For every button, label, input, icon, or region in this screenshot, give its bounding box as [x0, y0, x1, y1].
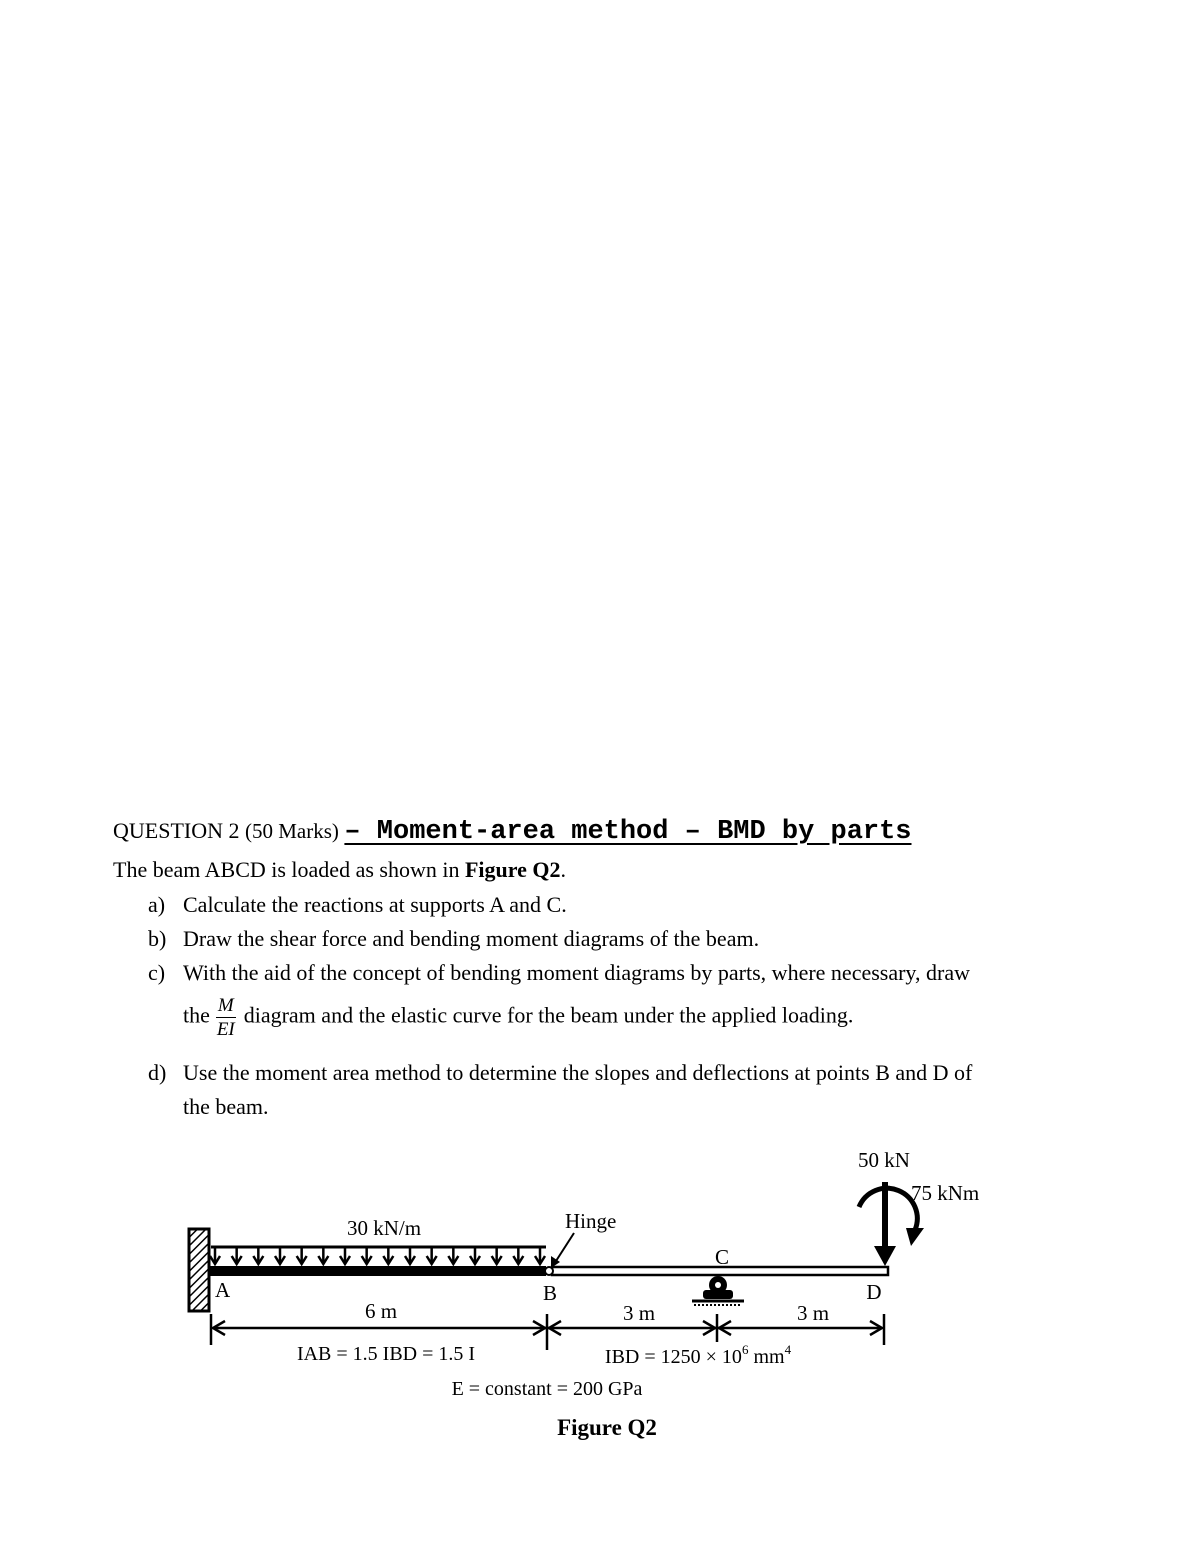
point-load-label: 50 kN — [858, 1148, 910, 1172]
point-b-label: B — [542, 1281, 558, 1305]
point-load-arrow — [874, 1182, 896, 1266]
figure-reference: Figure Q2 — [464, 857, 561, 882]
question-header — [113, 815, 1103, 848]
question-marks: (50 Marks) — [245, 819, 339, 843]
part-c-text-before: the — [183, 1002, 210, 1028]
fraction-numerator: M — [217, 995, 234, 1016]
udl-label: 30 kN/m — [346, 1216, 422, 1240]
hinge-b — [545, 1267, 553, 1275]
point-a-label: A — [215, 1278, 231, 1302]
dim-bc-label: 3 m — [622, 1301, 656, 1325]
point-c-label: C — [714, 1245, 730, 1269]
part-c — [148, 958, 970, 988]
part-c-text-after: diagram and the elastic curve for the beam under the applied loading. — [243, 1002, 854, 1028]
part-d — [148, 1058, 972, 1088]
m-over-ei-fraction — [216, 995, 236, 1040]
dim-cd-label: 3 m — [796, 1301, 830, 1325]
part-label: d) — [148, 1060, 167, 1085]
figure-q2 — [0, 1130, 1200, 1455]
part-label: c) — [148, 960, 166, 985]
moment-label: 75 kNm — [911, 1181, 980, 1205]
part-text: Use the moment area method to determine the slopes and deflections at points B and D of — [183, 1060, 973, 1085]
part-c-continuation — [183, 995, 853, 1040]
part-text: With the aid of the concept of bending moment diagrams by parts, where necessary, draw — [183, 960, 970, 985]
hinge-leader — [556, 1233, 574, 1261]
question-intro — [113, 855, 566, 885]
modulus-label: E = constant = 200 GPa — [451, 1378, 643, 1400]
part-label: a) — [148, 892, 166, 917]
hinge-label: Hinge — [565, 1209, 617, 1233]
part-text: Calculate the reactions at supports A and C. — [183, 892, 567, 917]
dim-ab-label: 6 m — [364, 1299, 398, 1323]
figure-caption: Figure Q2 — [557, 1415, 657, 1440]
intro-period: . — [560, 857, 566, 882]
roller-support-c — [692, 1276, 744, 1305]
intro-text: The beam ABCD is loaded as shown in — [113, 857, 465, 882]
inertia-bd-label: IBD = $1250 \times 10^6$ $mm^4$ — [604, 1342, 792, 1368]
part-b — [148, 924, 759, 954]
beam-diagram — [0, 1130, 1200, 1450]
inertia-ab-label: IAB = 1.5 IBD = 1.5 I — [296, 1343, 476, 1365]
part-d-continuation: the beam. — [183, 1094, 269, 1119]
part-text: Draw the shear force and bending moment diagrams of the beam. — [183, 926, 760, 951]
udl-load — [210, 1247, 546, 1264]
question-title: QUESTION 2 — [113, 818, 240, 843]
beam-segment-ab — [209, 1266, 546, 1276]
question-topic: – Moment-area method – BMD by parts — [344, 817, 912, 847]
point-d-label: D — [866, 1280, 882, 1304]
fixed-support-wall — [189, 1229, 209, 1311]
fraction-denominator: EI — [216, 1019, 235, 1040]
part-label: b) — [148, 926, 167, 951]
part-a — [148, 890, 567, 920]
